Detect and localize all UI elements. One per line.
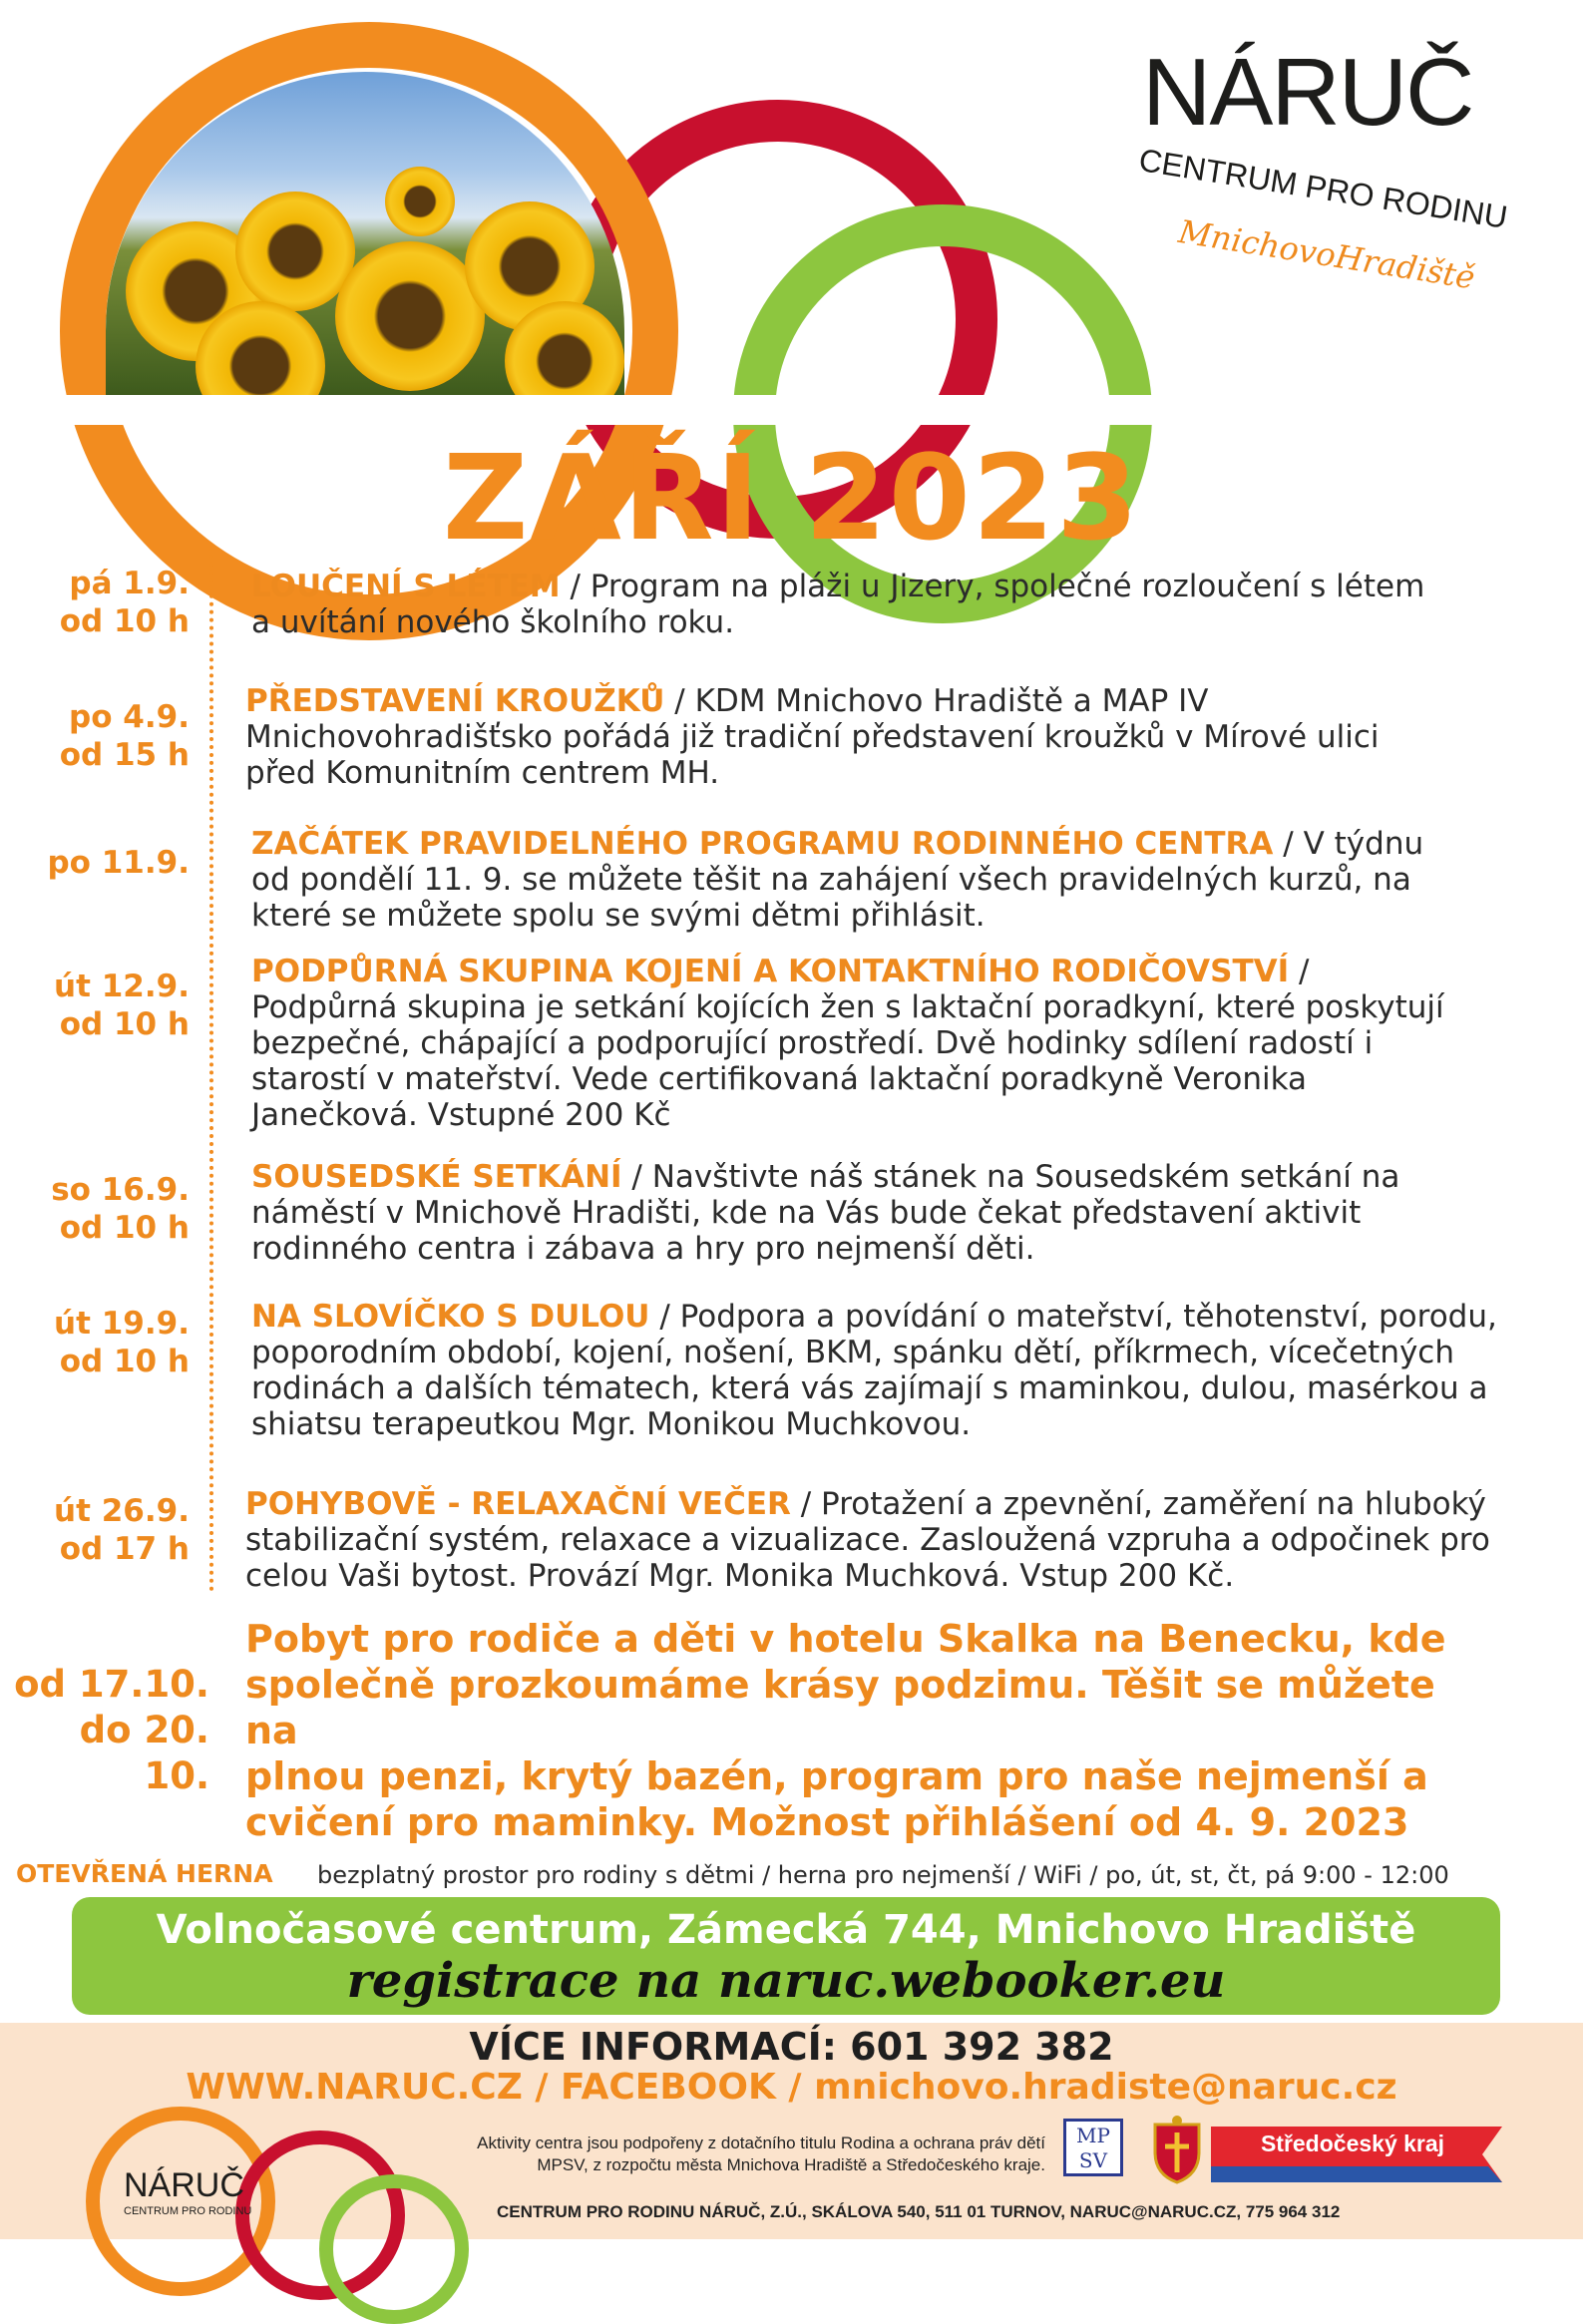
event-item: SOUSEDSKÉ SETKÁNÍ / Navštivte náš stánek na Sousedském setkání na náměstí v Mnichově Hradišti, kde na Vás bude čekat představení aktivit rodinného centra i zábava a hry pro nejmenší děti.	[251, 1159, 1400, 1267]
event-date: pá 1.9. od 10 h	[59, 566, 190, 639]
event-title: ZAČÁTEK PRAVIDELNÉHO PROGRAMU RODINNÉHO CENTRA	[251, 826, 1274, 862]
registration-link[interactable]: registrace na naruc.webooker.eu	[346, 1953, 1226, 2009]
herna-label: OTEVŘENÁ HERNA	[16, 1859, 273, 1888]
funding-note: Aktivity centra jsou podpořeny z dotačního titulu Rodina a ochrana práv dětí MPSV, z rozpočtu města Mnichova Hradiště a Středočeského kraje.	[477, 2133, 1045, 2174]
event-title: LOUČENÍ S LÉTEM	[251, 569, 561, 604]
mpsv-logo: MPSV	[1063, 2119, 1123, 2176]
event-title: PODPŮRNÁ SKUPINA KOJENÍ A KONTAKTNÍHO RODIČOVSTVÍ	[251, 954, 1290, 989]
timeline-divider	[209, 547, 213, 1592]
event-item: NA SLOVÍČKO S DULOU / Podpora a povídání o mateřství, těhotenství, porodu, poporodním období, kojení, nošení, BKM, spánku dětí, příkrmech, vícečetných rodinách a dalších tématech, která vás zajímají s maminkou, dulou, masérkou a shiatsu terapeutkou Mgr. Monikou Muchkovou.	[251, 1299, 1497, 1442]
herna-description: bezplatný prostor pro rodiny s dětmi / herna pro nejmenší / WiFi / po, út, st, čt, pá 9:00 - 12:00	[317, 1861, 1449, 1889]
event-date: út 19.9. od 10 h	[54, 1306, 190, 1379]
event-date: po 4.9. od 15 h	[59, 699, 190, 773]
small-green-ring	[319, 2174, 469, 2324]
event-date: út 12.9. od 10 h	[54, 968, 190, 1042]
logo-subtitle: CENTRUM PRO RODINU	[1136, 142, 1510, 235]
stay-date: od 17.10. do 20. 10.	[14, 1663, 209, 1797]
more-info-phone: VÍCE INFORMACÍ: 601 392 382	[469, 2025, 1114, 2069]
event-title: SOUSEDSKÉ SETKÁNÍ	[251, 1159, 622, 1195]
small-naruc-logo: NÁRUČ CENTRUM PRO RODINU	[124, 2166, 252, 2217]
event-item: PODPŮRNÁ SKUPINA KOJENÍ A KONTAKTNÍHO RODIČOVSTVÍ / Podpůrná skupina je setkání kojících žen s laktační poradkyní, které poskytují bezpečné, chápající a podporující prostředí. Dvě hodinky sdílení radostí i starostí v mateřství. Vede certifikovaná laktační poradkyně Veronika Janečková. Vstupné 200 Kč	[251, 954, 1444, 1133]
event-title: POHYBOVĚ - RELAXAČNÍ VEČER	[245, 1486, 791, 1522]
event-item: ZAČÁTEK PRAVIDELNÉHO PROGRAMU RODINNÉHO CENTRA / V týdnu od pondělí 11. 9. se můžete těšit na zahájení všech pravidelných kurzů, na které se můžete spolu se svými dětmi přihlásit.	[251, 826, 1424, 934]
event-date: po 11.9.	[47, 845, 190, 881]
kraj-label: Středočeský kraj	[1260, 2130, 1445, 2156]
event-item: POHYBOVĚ - RELAXAČNÍ VEČER / Protažení a zpevnění, zaměření na hluboký stabilizační systém, relaxace a vizualizace. Zasloužená vzpruha a odpočinek pro celou Vaši bytost. Provází Mgr. Monika Muchková. Vstup 200 Kč.	[245, 1486, 1490, 1594]
logo-city: MnichovoHradiště	[1176, 212, 1478, 297]
stay-offer: Pobyt pro rodiče a děti v hotelu Skalka na Benecku, kde společně prozkoumáme krásy podzimu. Těšit se můžete na plnou penzi, krytý bazén, program pro naše nejmenší a cvičení pro maminky. Možnost přihlášení od 4. 9. 2023	[245, 1617, 1446, 1844]
event-date: so 16.9. od 10 h	[51, 1172, 190, 1246]
footer-address: CENTRUM PRO RODINU NÁRUČ, Z.Ú., SKÁLOVA 540, 511 01 TURNOV, NARUC@NARUC.CZ, 775 964 312	[497, 2202, 1341, 2221]
event-title: NA SLOVÍČKO S DULOU	[251, 1299, 650, 1335]
venue-address: Volnočasové centrum, Zámecká 744, Mnichovo Hradiště	[156, 1907, 1416, 1953]
event-item: LOUČENÍ S LÉTEM / Program na pláži u Jizery, společné rozloučení s létem a uvítání nového školního roku.	[251, 569, 1425, 640]
event-title: PŘEDSTAVENÍ KROUŽKŮ	[245, 683, 665, 719]
event-date: út 26.9. od 17 h	[54, 1493, 190, 1567]
city-crest-icon	[1147, 2115, 1207, 2184]
web-links[interactable]: WWW.NARUC.CZ / FACEBOOK / mnichovo.hradiste@naruc.cz	[186, 2067, 1397, 2108]
logo-title: NÁRUČ	[1142, 39, 1473, 146]
month-title: ZÁŘÍ 2023	[442, 429, 1141, 567]
venue-banner	[72, 1897, 1500, 2015]
naruc-logo	[1136, 38, 1521, 307]
event-item: PŘEDSTAVENÍ KROUŽKŮ / KDM Mnichovo Hradiště a MAP IV Mnichovohradišťsko pořádá již tradiční představení kroužků v Mírové ulici před Komunitním centrem MH.	[245, 683, 1380, 791]
